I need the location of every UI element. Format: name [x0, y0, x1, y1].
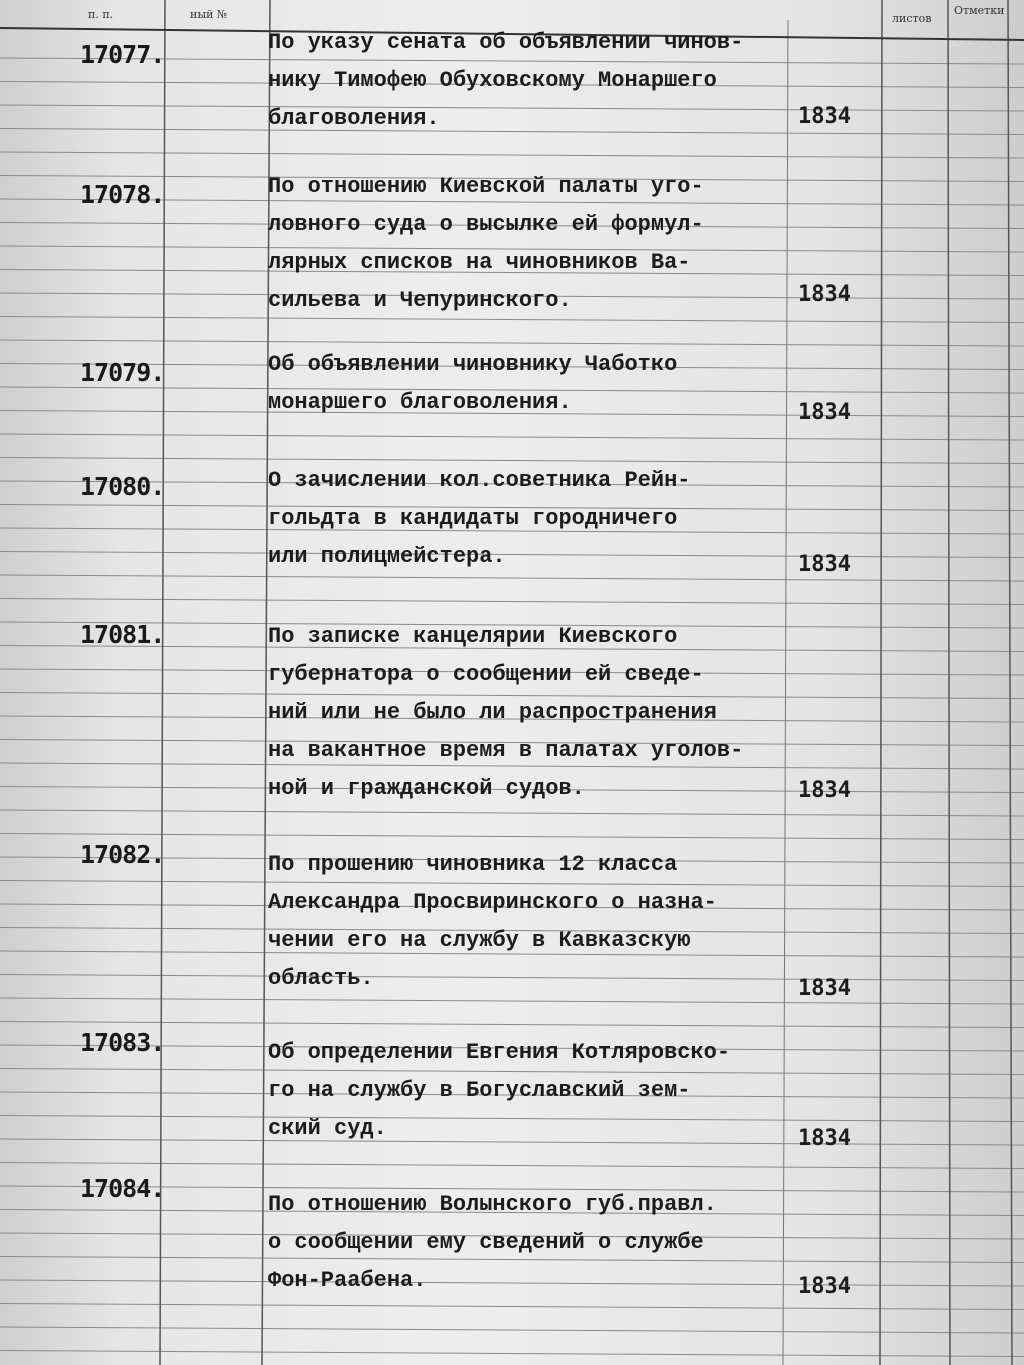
entry-line: ловного суда о высылке ей формул-	[268, 212, 704, 237]
entry-line: сильева и Чепуринского.	[268, 288, 572, 313]
entry-description	[268, 1034, 788, 1148]
ruled-line	[0, 810, 1024, 816]
entry-year: 1834	[798, 1274, 851, 1299]
entry-number: 17083.	[80, 1028, 165, 1057]
ruled-line	[0, 834, 1024, 840]
entry-line: Об объявлении чиновнику Чаботко	[268, 352, 678, 377]
entry-line: По отношению Волынского губ.правл.	[268, 1192, 717, 1217]
ruled-line	[0, 1351, 1024, 1357]
header-col-notes: Отметки	[954, 4, 1005, 17]
header-col-num: ный №	[190, 8, 228, 21]
entry-line: ний или не было ли распространения	[268, 700, 717, 725]
entry-line: По указу сената об объявлении чинов-	[268, 30, 744, 55]
entry-line: чении его на службу в Кавказскую	[268, 928, 691, 953]
entry-number: 17081.	[80, 620, 165, 649]
entry-line: По записке канцелярии Киевского	[268, 624, 678, 649]
entry-number: 17084.	[80, 1174, 165, 1203]
entry-line: ной и гражданской судов.	[268, 776, 585, 801]
entry-line: Об определении Евгения Котляровско-	[268, 1040, 731, 1065]
entry-number: 17080.	[80, 472, 165, 501]
entry-year: 1834	[798, 400, 851, 425]
entry-number: 17078.	[80, 180, 165, 209]
entry-line: го на службу в Богуславский зем-	[268, 1078, 691, 1103]
entry-line: ский суд.	[268, 1116, 387, 1141]
entry-description	[268, 462, 788, 576]
entry-description	[268, 618, 788, 808]
entry-number: 17079.	[80, 358, 165, 387]
entry-line: По отношению Киевской палаты уго-	[268, 174, 704, 199]
ruled-line	[0, 1327, 1024, 1333]
entry-description	[268, 1186, 788, 1300]
header-col-sheets: листов	[892, 12, 932, 25]
entry-number: 17082.	[80, 840, 165, 869]
entry-line: нику Тимофею Обуховскому Монаршего	[268, 68, 717, 93]
entry-year: 1834	[798, 778, 851, 803]
entry-line: О зачислении кол.советника Рейн-	[268, 468, 691, 493]
entry-year: 1834	[798, 104, 851, 129]
ruled-line	[0, 599, 1024, 605]
entry-line: Александра Просвиринского о назна-	[268, 890, 717, 915]
ruled-line	[0, 1304, 1024, 1310]
ruled-line	[0, 434, 1024, 440]
entry-description	[268, 346, 788, 422]
entry-description	[268, 846, 788, 998]
entry-line: о сообщении ему сведений о службе	[268, 1230, 704, 1255]
entry-line: благоволения.	[268, 106, 440, 131]
ruled-line	[0, 1163, 1024, 1169]
entry-line: монаршего благоволения.	[268, 390, 572, 415]
entry-line: гольдта в кандидаты городничего	[268, 506, 678, 531]
entry-line: губернатора о сообщении ей сведе-	[268, 662, 704, 687]
entry-line: лярных списков на чиновников Ва-	[268, 250, 691, 275]
entry-year: 1834	[798, 976, 851, 1001]
entry-line: на вакантное время в палатах уголов-	[268, 738, 744, 763]
entry-description	[268, 24, 788, 138]
entry-year: 1834	[798, 552, 851, 577]
entry-line: или полицмейстера.	[268, 544, 506, 569]
entry-year: 1834	[798, 1126, 851, 1151]
header-col-pp: п. п.	[88, 8, 114, 21]
ruled-line	[0, 998, 1024, 1004]
ruled-line	[0, 152, 1024, 158]
ruled-line	[0, 1022, 1024, 1028]
entry-number: 17077.	[80, 40, 165, 69]
entry-line: Фон-Раабена.	[268, 1268, 427, 1293]
entry-line: область.	[268, 966, 374, 991]
entry-description	[268, 168, 788, 320]
entry-line: По прошению чиновника 12 класса	[268, 852, 678, 877]
entry-year: 1834	[798, 282, 851, 307]
